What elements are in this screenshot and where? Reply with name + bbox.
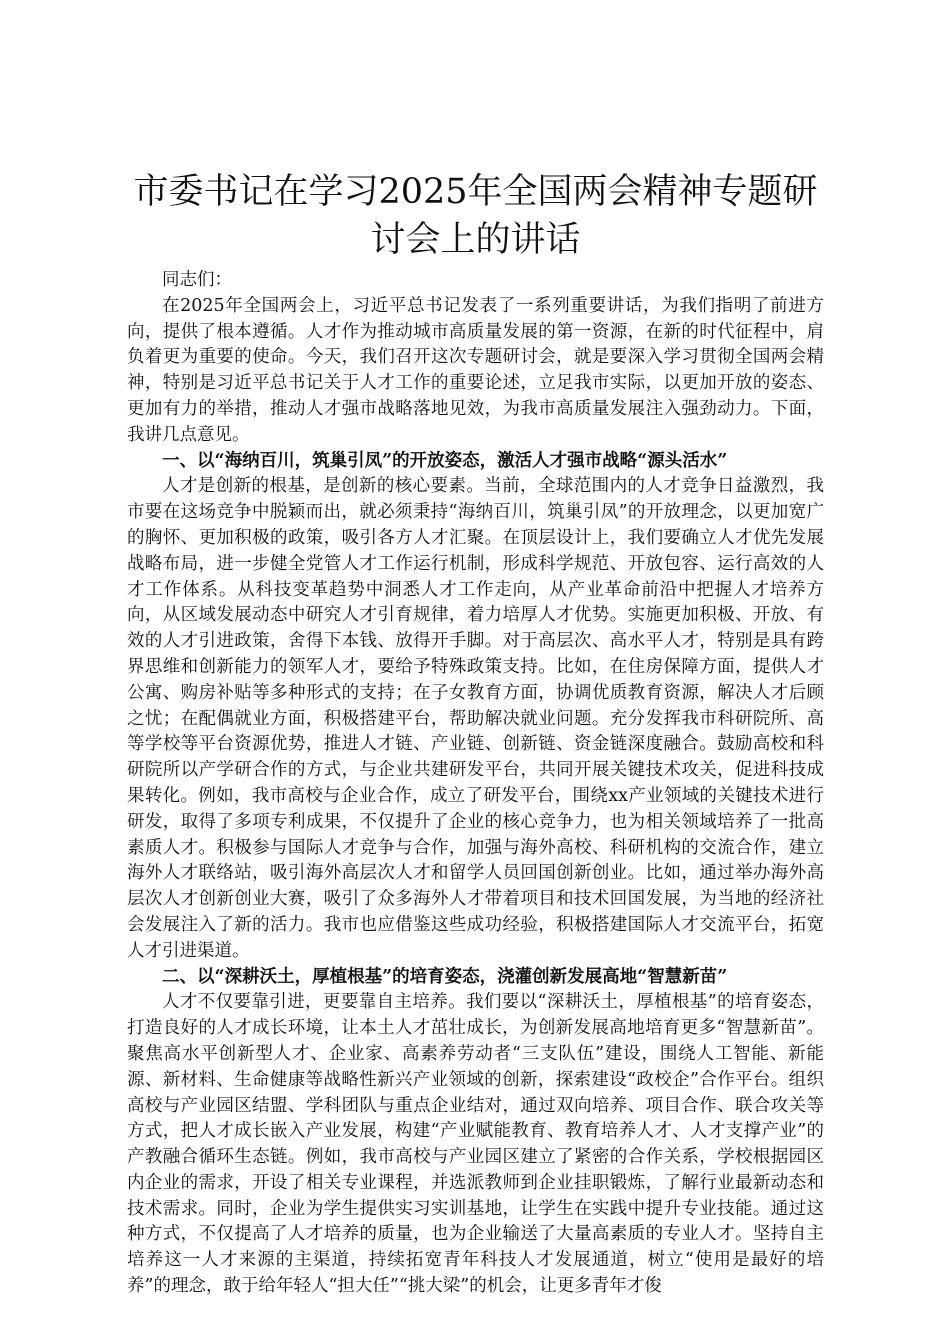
document-body	[127, 268, 824, 1300]
document-title: 市委书记在学习2025年全国两会精神专题研讨会上的讲话	[133, 172, 818, 260]
section-heading-1: 一、以“海纳百川，筑巢引凤”的开放姿态，激活人才强市战略“源头活水”	[162, 450, 728, 471]
intro-paragraph: 在2025年全国两会上，习近平总书记发表了一系列重要讲话，为我们指明了前进方向，提供了根本遵循。人才作为推动城市高质量发展的第一资源，在新的时代征程中，肩负着更为重要的使命。今天，我们召开这次专题研讨会，就是要深入学习贯彻全国两会精神，特别是习近平总书记关于人才工作的重要论述，立足我市实际，以更加开放的姿态、更加有力的举措，推动人才强市战略落地见效，为我市高质量发展注入强劲动力。下面，我讲几点意见。	[127, 295, 824, 445]
document-content	[127, 168, 824, 1300]
section-heading-2: 二、以“深耕沃土，厚植根基”的培育姿态，浇灌创新发展高地“智慧新苗”	[162, 966, 728, 987]
salutation: 同志们：	[162, 270, 232, 290]
section-paragraph-2: 人才不仅要靠引进，更要靠自主培养。我们要以“深耕沃土，厚植根基”的培育姿态，打造良好的人才成长环境，让本土人才茁壮成长，为创新发展高地培育更多“智慧新苗”。聚焦高水平创新型人才、企业家、高素养劳动者“三支队伍”建设，围绕人工智能、新能源、新材料、生命健康等战略性新兴产业领域的创新，探索建设“政校企”合作平台。组织高校与产业园区结盟、学科团队与重点企业结对，通过双向培养、项目合作、联合攻关等方式，把人才成长嵌入产业发展，构建“产业赋能教育、教育培养人才、人才支撑产业”的产教融合循环生态链。例如，我市高校与产业园区建立了紧密的合作关系，学校根据园区内企业的需求，开设了相关专业课程，并选派教师到企业挂职锻炼，了解行业最新动态和技术需求。同时，企业为学生提供实习实训基地，让学生在实践中提升专业技能。通过这种方式，不仅提高了人才培养的质量，也为企业输送了大量高素质的专业人才。坚持自主培养这一人才来源的主渠道，持续拓宽青年科技人才发展通道，树立“使用是最好的培养”的理念，敢于给年轻人“担大任”“挑大梁”的机会，让更多青年才俊	[127, 992, 824, 1297]
section-paragraph-1: 人才是创新的根基，是创新的核心要素。当前，全球范围内的人才竞争日益激烈，我市要在这场竞争中脱颖而出，就必须秉持“海纳百川，筑巢引凤”的开放理念，以更加宽广的胸怀、更加积极的政策，吸引各方人才汇聚。在顶层设计上，我们要确立人才优先发展战略布局，进一步健全党管人才工作运行机制，形成科学规范、开放包容、运行高效的人才工作体系。从科技变革趋势中洞悉人才工作走向，从产业革命前沿中把握人才培养方向，从区域发展动态中研究人才引育规律，着力培厚人才优势。实施更加积极、开放、有效的人才引进政策，舍得下本钱、放得开手脚。对于高层次、高水平人才，特别是具有跨界思维和创新能力的领军人才，要给予特殊政策支持。比如，在住房保障方面，提供人才公寓、购房补贴等多种形式的支持；在子女教育方面，协调优质教育资源，解决人才后顾之忧；在配偶就业方面，积极搭建平台，帮助解决就业问题。充分发挥我市科研院所、高等学校等平台资源优势，推进人才链、产业链、创新链、资金链深度融合。鼓励高校和科研院所以产学研合作的方式，与企业共建研发平台，共同开展关键技术攻关，促进科技成果转化。例如，我市高校与企业合作，成立了研发平台，围绕xx产业领域的关键技术进行研发，取得了多项专利成果，不仅提升了企业的核心竞争力，也为相关领域培养了一批高素质人才。积极参与国际人才竞争与合作，加强与海外高校、科研机构的交流合作，建立海外人才联络站，吸引海外高层次人才和留学人员回国创新创业。比如，通过举办海外高层次人才创新创业大赛，吸引了众多海外人才带着项目和技术回国发展，为当地的经济社会发展注入了新的活力。我市也应借鉴这些成功经验，积极搭建国际人才交流平台，拓宽人才引进渠道。	[127, 476, 824, 961]
